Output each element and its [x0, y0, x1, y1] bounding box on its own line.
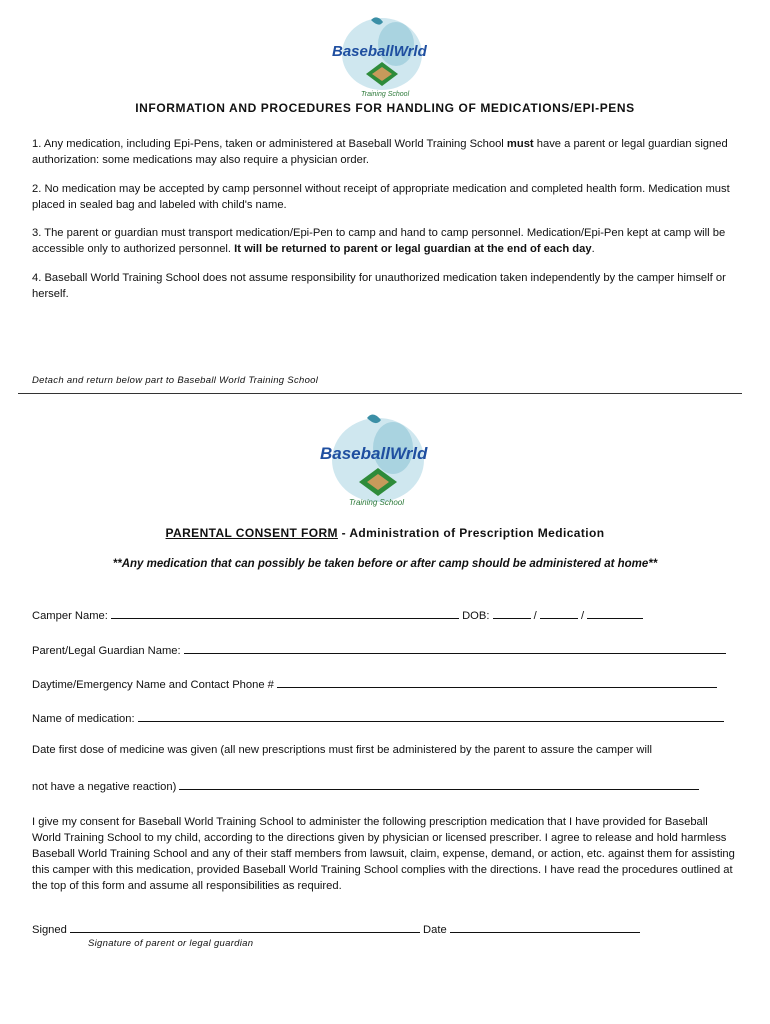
procedure-item-4: 4. Baseball World Training School does not assume responsibility for unauthorized medication taken independently by the camper himself or herself. [32, 272, 726, 300]
consent-statement: I give my consent for Baseball World Training School to administer the following prescription medication that I have provided for Baseball World Training School to my child, according to the directions given by physician or licensed prescriber. I agree to release and hold harmless Baseball World Training School and any of their staff members from lawsuit, claim, expense, demand, or action, etc. against them for assisting this camper with this medication, provided Baseball World Training School complies with the directions. I have read the procedures outlined at the top of this form and assume all responsibilities as required. [32, 816, 735, 892]
dob-day-field[interactable] [540, 607, 578, 619]
camper-name-row: Camper Name: DOB: / / [32, 607, 643, 622]
medication-name-row: Name of medication: [32, 710, 724, 725]
guardian-name-row: Parent/Legal Guardian Name: [32, 642, 726, 657]
detach-instruction: Detach and return below part to Baseball World Training School [32, 375, 319, 386]
camper-name-field[interactable] [111, 607, 459, 619]
baseball-world-logo-top [326, 14, 438, 100]
first-dose-row: not have a negative reaction) [32, 778, 699, 793]
home-administration-notice: **Any medication that can possibly be taken before or after camp should be administered at home** [112, 558, 658, 570]
logo-wordmark: BaseballWrld [332, 43, 427, 60]
signature-field[interactable] [70, 921, 420, 933]
procedure-item-3: 3. The parent or guardian must transport medication/Epi-Pen to camp and hand to camp personnel. Medication/Epi-Pen kept at camp will be accessible only to authorized personnel. It will be returned to parent or legal guardian at the end of each day. [32, 227, 726, 255]
logo-subtitle: Training School [361, 91, 410, 98]
signature-date-field[interactable] [450, 921, 640, 933]
logo-subtitle: Training School [349, 498, 404, 507]
dob-month-field[interactable] [493, 607, 531, 619]
procedure-item-1: 1. Any medication, including Epi-Pens, taken or administered at Baseball World Training School must have a parent or legal guardian signed authorization: some medications may also require a physician order. [32, 138, 728, 166]
signature-row: Signed Date [32, 921, 640, 936]
form-title: PARENTAL CONSENT FORM - Administration of Prescription Medication [165, 526, 605, 540]
signature-caption: Signature of parent or legal guardian [88, 938, 254, 949]
medication-name-field[interactable] [138, 710, 724, 722]
first-dose-date-field[interactable] [179, 778, 699, 790]
logo-wordmark: BaseballWrld [320, 444, 428, 463]
procedure-item-2: 2. No medication may be accepted by camp personnel without receipt of appropriate medication and completed health form. Medication must placed in sealed bag and labeled with child's name. [32, 183, 730, 211]
contact-row: Daytime/Emergency Name and Contact Phone # [32, 676, 717, 691]
dob-year-field[interactable] [587, 607, 643, 619]
first-dose-line1: Date first dose of medicine was given (all new prescriptions must first be administered by the parent to assure the camper will [32, 744, 652, 756]
baseball-world-logo-form [315, 410, 441, 510]
info-heading: INFORMATION AND PROCEDURES FOR HANDLING OF MEDICATIONS/EPI-PENS [135, 101, 635, 115]
contact-phone-field[interactable] [277, 676, 717, 688]
detach-line [18, 393, 742, 394]
guardian-name-field[interactable] [184, 642, 726, 654]
